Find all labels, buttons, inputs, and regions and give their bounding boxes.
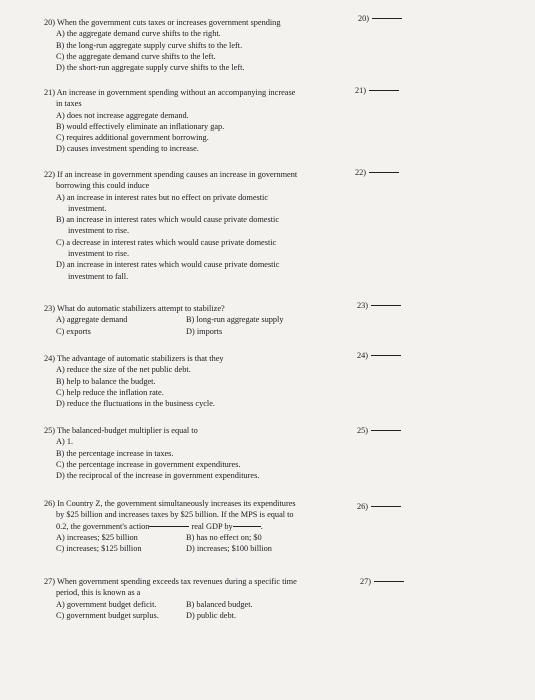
answer-number: 27) bbox=[360, 577, 372, 586]
question-stem-cont: borrowing this could induce bbox=[56, 181, 150, 191]
option-b: B) balanced budget. bbox=[186, 599, 253, 609]
answer-27 bbox=[360, 576, 404, 587]
answer-blank[interactable] bbox=[374, 581, 404, 582]
answer-number: 25) bbox=[357, 426, 369, 435]
question-stem-blanks: 0.2, the government's action real GDP by . bbox=[56, 521, 263, 531]
option-b: B) long-run aggregate supply bbox=[186, 315, 284, 325]
option-a: A) increases; $25 billion bbox=[56, 532, 138, 542]
option-b: B) has no effect on; $0 bbox=[186, 532, 262, 542]
question-27 bbox=[44, 576, 514, 621]
question-stem-cont: period, this is known as a bbox=[56, 588, 141, 598]
answer-blank[interactable] bbox=[369, 90, 399, 91]
question-22 bbox=[44, 169, 514, 282]
question-stem: 27) When government spending exceeds tax revenues during a specific time bbox=[44, 577, 297, 586]
option-a: A) an increase in interest rates but no effect on private domestic bbox=[56, 192, 269, 202]
question-stem: 21) An increase in government spending without an accompanying increase bbox=[44, 88, 296, 97]
option-b: B) would effectively eliminate an inflationary gap. bbox=[56, 121, 225, 131]
question-stem: 25) The balanced-budget multiplier is equal to bbox=[44, 426, 198, 435]
option-c: C) the percentage increase in government expenditures. bbox=[56, 459, 241, 469]
question-stem-cont: in taxes bbox=[56, 99, 82, 109]
inline-blank[interactable] bbox=[149, 526, 189, 527]
option-d: D) the reciprocal of the increase in government expenditures. bbox=[56, 471, 260, 481]
option-a: A) aggregate demand bbox=[56, 315, 128, 325]
answer-number: 24) bbox=[357, 351, 369, 360]
answer-blank[interactable] bbox=[369, 172, 399, 173]
option-d: D) public debt. bbox=[186, 610, 237, 620]
question-26 bbox=[44, 498, 514, 554]
question-stem: 22) If an increase in government spending causes an increase in government bbox=[44, 170, 298, 179]
options-grid bbox=[44, 599, 514, 622]
answer-number: 26) bbox=[357, 502, 369, 511]
option-c: C) a decrease in interest rates which would cause private domestic bbox=[56, 237, 277, 247]
option-d-cont: investment to fall. bbox=[68, 271, 129, 281]
option-c: C) help reduce the inflation rate. bbox=[56, 387, 164, 397]
question-stem: 23) What do automatic stabilizers attempt to stabilize? bbox=[44, 304, 225, 313]
question-23 bbox=[44, 303, 514, 337]
answer-number: 23) bbox=[357, 301, 369, 310]
answer-blank[interactable] bbox=[371, 305, 401, 306]
answer-24 bbox=[357, 350, 401, 361]
option-b-cont: investment to rise. bbox=[68, 226, 130, 236]
option-c-cont: investment to rise. bbox=[68, 249, 130, 259]
option-b: B) the long-run aggregate supply curve shifts to the left. bbox=[56, 40, 243, 50]
answer-25 bbox=[357, 425, 401, 436]
option-d: D) reduce the fluctuations in the business cycle. bbox=[56, 399, 215, 409]
question-20 bbox=[44, 17, 514, 73]
option-d: D) the short-run aggregate supply curve shifts to the left. bbox=[56, 63, 245, 73]
option-a-cont: investment. bbox=[68, 203, 107, 213]
question-stem: 26) In Country Z, the government simultaneously increases its expenditures bbox=[44, 499, 296, 508]
answer-number: 21) bbox=[355, 86, 367, 95]
option-d: D) causes investment spending to increase. bbox=[56, 144, 199, 154]
question-21 bbox=[44, 87, 514, 155]
option-b: B) help to balance the budget. bbox=[56, 376, 156, 386]
option-d: D) increases; $100 billion bbox=[186, 544, 272, 554]
option-c: C) requires additional government borrowing. bbox=[56, 133, 209, 143]
answer-23 bbox=[357, 300, 401, 311]
options-grid bbox=[44, 314, 514, 337]
option-c: C) government budget surplus. bbox=[56, 610, 159, 620]
answer-22 bbox=[355, 167, 399, 178]
option-a: A) reduce the size of the net public debt. bbox=[56, 365, 191, 375]
answer-blank[interactable] bbox=[371, 430, 401, 431]
option-a: A) does not increase aggregate demand. bbox=[56, 110, 189, 120]
question-stem: 24) The advantage of automatic stabilizers is that they bbox=[44, 354, 224, 363]
answer-21 bbox=[355, 85, 399, 96]
answer-26 bbox=[357, 501, 401, 512]
question-25 bbox=[44, 425, 514, 481]
answer-blank[interactable] bbox=[371, 506, 401, 507]
inline-blank[interactable] bbox=[233, 526, 261, 527]
question-stem: 20) When the government cuts taxes or increases government spending bbox=[44, 18, 281, 27]
stem-part: 0.2, the government's action bbox=[56, 521, 150, 531]
option-a: A) 1. bbox=[56, 437, 74, 447]
option-b: B) an increase in interest rates which would cause private domestic bbox=[56, 215, 280, 225]
question-24 bbox=[44, 353, 514, 409]
answer-number: 22) bbox=[355, 168, 367, 177]
options-grid bbox=[44, 532, 514, 555]
answer-number: 20) bbox=[358, 14, 370, 23]
option-c: C) increases; $125 billion bbox=[56, 544, 142, 554]
option-c: C) the aggregate demand curve shifts to the left. bbox=[56, 51, 216, 61]
option-d: D) imports bbox=[186, 326, 223, 336]
option-b: B) the percentage increase in taxes. bbox=[56, 448, 174, 458]
option-d: D) an increase in interest rates which would cause private domestic bbox=[56, 260, 280, 270]
answer-blank[interactable] bbox=[371, 355, 401, 356]
option-a: A) government budget deficit. bbox=[56, 599, 157, 609]
stem-part: real GDP by bbox=[191, 521, 233, 531]
answer-blank[interactable] bbox=[372, 18, 402, 19]
answer-20 bbox=[358, 13, 402, 24]
question-stem-cont: by $25 billion and increases taxes by $25 billion. If the MPS is equal to bbox=[56, 510, 294, 520]
option-a: A) the aggregate demand curve shifts to the right. bbox=[56, 29, 221, 39]
option-c: C) exports bbox=[56, 326, 91, 336]
